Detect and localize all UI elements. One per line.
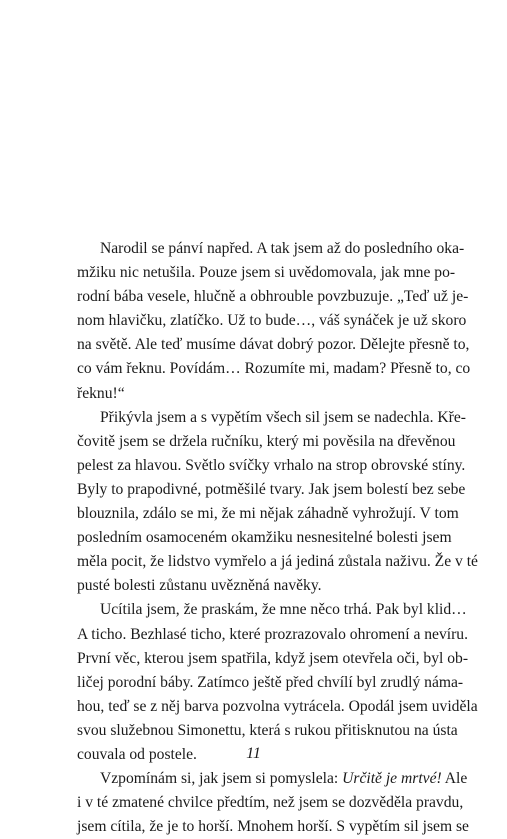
- text-line: pusté bolesti zůstanu uvězněná navěky.: [77, 577, 322, 595]
- text-line: i v té zmatené chvilce předtím, než jsem se dozvěděla pravdu,: [77, 794, 464, 812]
- text-line: posledním osamoceném okamžiku nesnesitelné bolesti jsem: [77, 529, 452, 547]
- text-line: Byly to prapodivné, potměšilé tvary. Jak jsem bolestí bez sebe: [77, 480, 466, 498]
- text-line: na světě. Ale teď musíme dávat dobrý pozor. Dělejte přesně to,: [77, 336, 470, 354]
- text-line: couvala od postele.: [77, 745, 197, 763]
- text-run: Vzpomínám si, jak jsem si pomyslela:: [100, 770, 343, 788]
- text-line: co vám řeknu. Povídám… Rozumíte mi, madam? Přesně to, co: [77, 360, 471, 378]
- text-line: hou, teď se z něj barva pozvolna vytrácela. Opodál jsem uviděla: [77, 697, 478, 715]
- text-line: rodní bába vesele, hlučně a obhrouble povzbuzuje. „Teď už je-: [77, 288, 469, 306]
- text-line: [77, 767, 468, 791]
- text-line: nom hlavičku, zlatíčko. Už to bude…, váš synáček je už skoro: [77, 312, 467, 330]
- text-line: mžiku nic netušila. Pouze jsem si uvědomovala, jak mne po-: [77, 264, 456, 282]
- paragraph-1: [77, 237, 471, 406]
- text-line: Přikývla jsem a s vypětím všech sil jsem se nadechla. Kře-: [100, 408, 466, 426]
- text-line: pelest za hlavou. Světlo svíčky vrhalo na strop obrovské stíny.: [77, 456, 466, 474]
- text-line: svou služebnou Simonettu, která s rukou přitisknutou na ústa: [77, 721, 458, 739]
- text-line: řeknu!“: [77, 384, 125, 402]
- paragraph-2: [77, 406, 478, 599]
- paragraph-3: [77, 598, 478, 767]
- text-line: Narodil se pánví napřed. A tak jsem až do posledního oka-: [100, 240, 465, 257]
- text-line: čovitě jsem se držela ručníku, který mi pověsila na dřevěnou: [77, 432, 456, 450]
- italic-text: Určitě je mrtvé!: [342, 770, 442, 788]
- text-line: ličej porodní báby. Zatímco ještě před chvílí byl zrudlý náma-: [77, 673, 464, 691]
- text-line: A ticho. Bezhlasé ticho, které prozrazovalo ohromení a nevíru.: [77, 625, 469, 643]
- text-line: jsem cítila, že je to horší. Mnohem horší. S vypětím sil jsem se: [77, 818, 469, 836]
- text-line: Ucítila jsem, že praskám, že mne něco trhá. Pak byl klid…: [100, 601, 467, 619]
- text-line: blouznila, zdálo se mi, že mi nějak záhadně vyhrožují. V tom: [77, 505, 459, 523]
- text-line: měla pocit, že lidstvo vymřelo a já jediná zůstala naživu. Že v té: [77, 553, 478, 571]
- text-line: První věc, kterou jsem spatřila, když jsem otevřela oči, byl ob-: [77, 649, 469, 667]
- text-run: Ale: [441, 770, 468, 788]
- page-number: 11: [246, 745, 261, 762]
- paragraph-4: [77, 767, 469, 839]
